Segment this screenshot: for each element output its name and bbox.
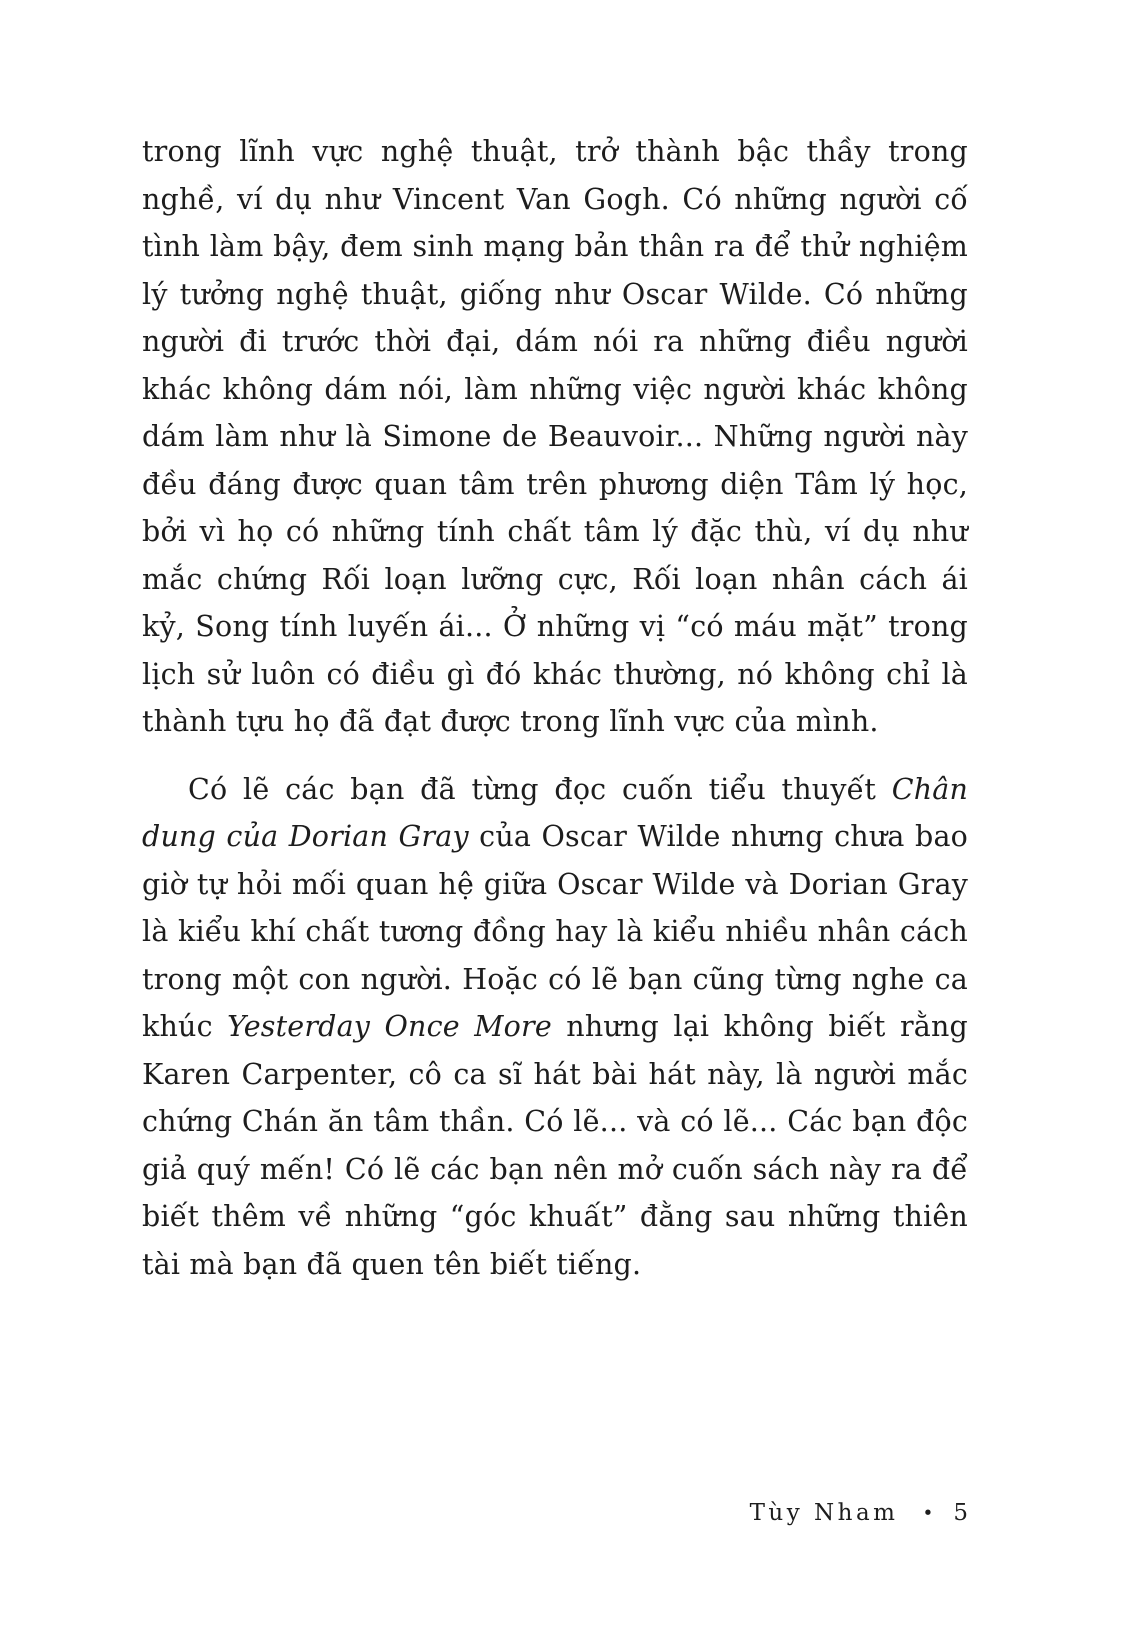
page-footer (750, 1500, 968, 1526)
footer-page-number: 5 (953, 1500, 968, 1526)
page-text-block (142, 128, 968, 1288)
footer-separator-dot-icon: • (922, 1503, 934, 1524)
body-paragraph-1: trong lĩnh vực nghệ thuật, trở thành bậc thầy trong nghề, ví dụ như Vincent Van Gogh. Có những người cố tình làm bậy, đem sinh mạng bản thân ra để thử nghiệm lý tưởng nghệ thuật, giống như Oscar Wilde. Có những người đi trước thời đại, dám nói ra những điều người khác không dám nói, làm những việc người khác không dám làm như là Simone de Beauvoir... Những người này đều đáng được quan tâm trên phương diện Tâm lý học, bởi vì họ có những tính chất tâm lý đặc thù, ví dụ như mắc chứng Rối loạn lưỡng cực, Rối loạn nhân cách ái kỷ, Song tính luyến ái... Ở những vị “có máu mặt” trong lịch sử luôn có điều gì đó khác thường, nó không chỉ là thành tựu họ đã đạt được trong lĩnh vực của mình. (142, 135, 968, 738)
footer-book-title: Tùy Nham (749, 1500, 899, 1526)
body-paragraph-2: Có lẽ các bạn đã từng đọc cuốn tiểu thuyết Chân dung của Dorian Gray của Oscar Wilde nhưng chưa bao giờ tự hỏi mối quan hệ giữa Oscar Wilde và Dorian Gray là kiểu khí chất tương đồng hay là kiểu nhiều nhân cách trong một con người. Hoặc có lẽ bạn cũng từng nghe ca khúc Yesterday Once More nhưng lại không biết rằng Karen Carpenter, cô ca sĩ hát bài hát này, là người mắc chứng Chán ăn tâm thần. Có lẽ... và có lẽ... Các bạn độc giả quý mến! Có lẽ các bạn nên mở cuốn sách này ra để biết thêm về những “góc khuất” đằng sau những thiên tài mà bạn đã quen tên biết tiếng. (142, 772, 968, 1281)
